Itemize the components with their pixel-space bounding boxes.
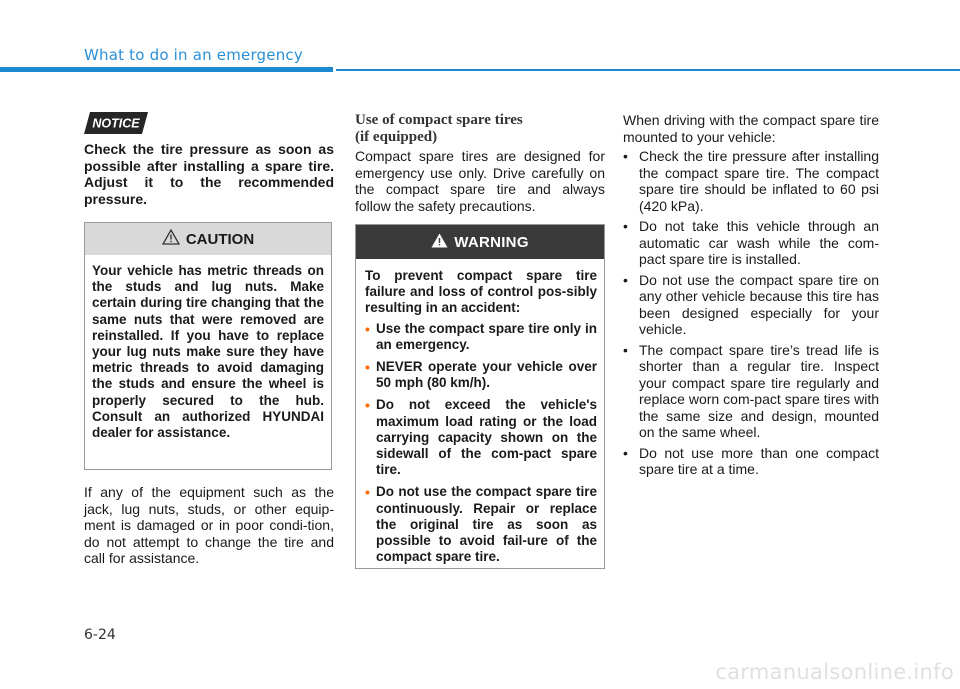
section-title: What to do in an emergency: [84, 46, 303, 64]
notice-badge-label: NOTICE: [92, 116, 140, 131]
driving-intro: When driving with the compact spare tire mounted to your vehicle:: [623, 112, 879, 145]
warning-header: [356, 225, 604, 259]
bullet-icon: •: [623, 218, 628, 234]
bullet-icon: •: [623, 271, 628, 288]
warning-list-item: [365, 484, 597, 565]
bullet-icon: •: [365, 397, 370, 414]
notice-text: Check the tire pressure as soon as possible after installing a spare tire. Adjust it to the recommended pressure.: [84, 141, 334, 207]
list-item-text: Check the tire pressure after installing the compact spare tire. The compact spare tire should be inflated to 60 psi (420 kPa).: [639, 148, 879, 214]
bullet-icon: •: [623, 444, 628, 461]
warning-triangle-icon: [162, 229, 180, 249]
list-item: [623, 148, 879, 214]
list-item-text: Do not use the compact spare tire on any other vehicle because this tire has been designed especially for your vehicle.: [639, 271, 879, 337]
warning-list-item: [365, 359, 597, 391]
warning-title: WARNING: [454, 233, 529, 251]
equipment-paragraph: If any of the equipment such as the jack, lug nuts, studs, or other equip-ment is damaged or in poor condi-tion, do not attempt to change the tire and call for assistance.: [84, 484, 334, 566]
warning-item-text: NEVER operate your vehicle over 50 mph (80 km/h).: [376, 359, 597, 391]
watermark: carmanualsonline.info: [715, 660, 954, 684]
page-number: 6-24: [84, 627, 116, 643]
header-rule-thick: [0, 67, 333, 72]
list-item-text: Do not use more than one compact spare tire at a time.: [639, 444, 879, 477]
list-item: [623, 218, 879, 268]
caution-box: [84, 222, 332, 470]
warning-box: [355, 224, 605, 569]
warning-item-text: Do not exceed the vehicle's maximum load rating or the load carrying capacity shown on the sidewall of the com-pact spare tire.: [376, 397, 597, 478]
warning-intro: To prevent compact spare tire failure and loss of control pos-sibly resulting in an accident:: [365, 268, 597, 316]
notice-badge: [84, 112, 148, 134]
bullet-icon: •: [365, 320, 370, 337]
list-item-text: The compact spare tire’s tread life is shorter than a regular tire. Inspect your compact spare tire regularly and replace worn com-pact spare tires with the same size and design, mounted on the same wheel.: [639, 341, 879, 440]
list-item: [623, 445, 879, 478]
spare-tires-heading: [355, 112, 605, 146]
list-item-text: Do not take this vehicle through an automatic car wash while the com-pact spare tire is installed.: [639, 218, 879, 267]
bullet-icon: •: [365, 359, 370, 376]
caution-header: [85, 223, 331, 255]
header-rule-thin: [336, 69, 960, 71]
driving-list: [623, 148, 879, 482]
bullet-icon: •: [623, 148, 628, 164]
bullet-icon: •: [365, 484, 370, 501]
caution-title: CAUTION: [185, 230, 255, 248]
warning-item-text: Do not use the compact spare tire continuously. Repair or replace the original tire as soon as possible to avoid fail-ure of the compact spare tire.: [376, 484, 597, 565]
bullet-icon: •: [623, 341, 628, 358]
spare-tires-heading-line2: (if equipped): [355, 129, 438, 145]
caution-text: Your vehicle has metric threads on the studs and lug nuts. Make certain during tire changing that the same nuts that were removed are reinstalled. If you have to replace your lug nuts make sure they have metric threads to avoid damaging the studs and ensure the wheel is properly secured to the hub. Consult an authorized HYUNDAI dealer for assistance.: [92, 263, 324, 441]
list-item: [623, 272, 879, 338]
warning-list-item: [365, 321, 597, 353]
spare-tires-heading-line1: Use of compact spare tires: [355, 112, 523, 128]
spare-tires-paragraph: Compact spare tires are designed for emergency use only. Drive carefully on the compact spare tire and always follow the safety precautions.: [355, 148, 605, 214]
list-item: [623, 342, 879, 441]
warning-triangle-icon: [431, 233, 448, 252]
warning-body: [356, 259, 604, 565]
warning-item-text: Use the compact spare tire only in an emergency.: [376, 320, 597, 352]
warning-list-item: [365, 397, 597, 478]
